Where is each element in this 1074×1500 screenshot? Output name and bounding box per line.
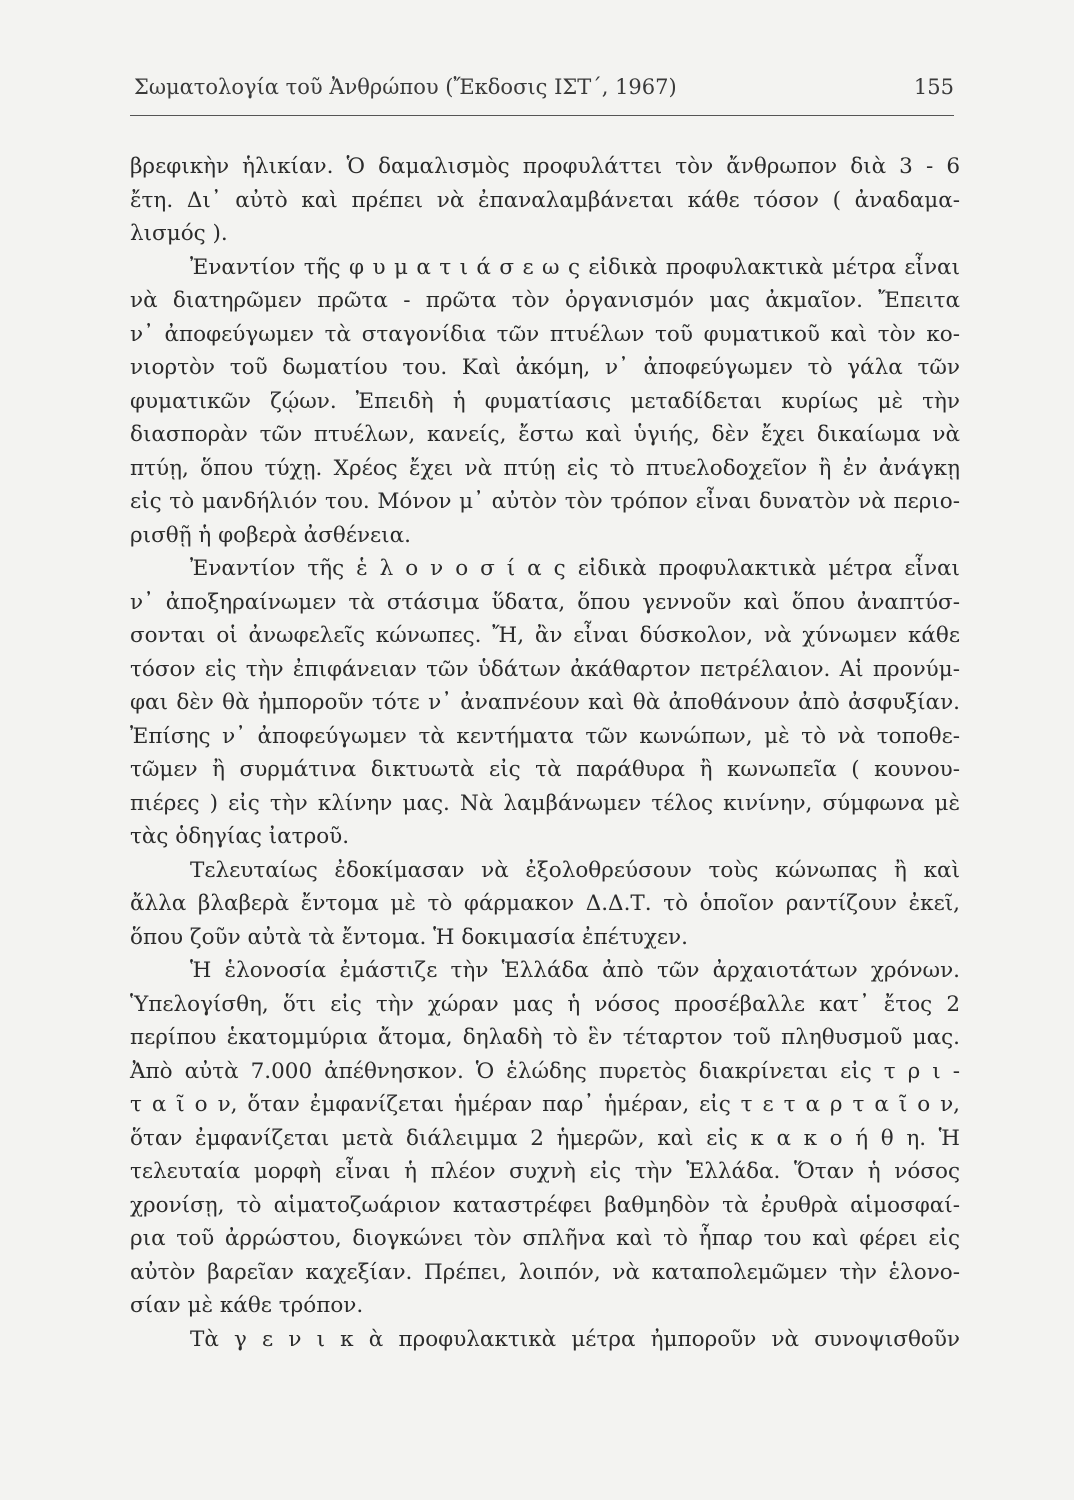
text-line: εἰς τὸ μανδήλιόν του. Μόνον μ᾽ αὐτὸν τὸν τρόπον εἶναι δυνατὸν νὰ περιο- [130, 489, 960, 514]
text-line: φαι δὲν θὰ ἠμποροῦν τότε ν᾽ ἀναπνέουν καὶ θὰ ἀποθάνουν ἀπὸ ἀσφυξίαν. [130, 690, 960, 715]
text-line: ἔτη. Δι᾽ αὐτὸ καὶ πρέπει νὰ ἐπαναλαμβάνεται κάθε τόσον ( ἀναδαμα- [130, 187, 960, 213]
page-number: 155 [913, 75, 954, 99]
text-line: διασπορὰν τῶν πτυέλων, κανείς, ἔστω καὶ ὑγιής, δὲν ἔχει δικαίωμα νὰ [130, 422, 960, 447]
text-line: Τὰ γ ε ν ι κ ὰ προφυλακτικὰ μέτρα ἠμποροῦν νὰ συνοψισθοῦν [190, 1326, 960, 1352]
text-line: πιέρες ) εἰς τὴν κλίνην μας. Νὰ λαμβάνωμεν τέλος κινίνην, σύμφωνα μὲ [130, 790, 960, 816]
text-line: σίαν μὲ κάθε τρόπον. [130, 1293, 364, 1318]
running-header [130, 72, 954, 106]
text-line: νὰ διατηρῶμεν πρῶτα - πρῶτα τὸν ὀργανισμόν μας ἀκμαῖον. Ἔπειτα [130, 288, 960, 313]
text-line: Ἐναντίον τῆς ἑ λ ο ν ο σ ί α ς εἰδικὰ προφυλακτικὰ μέτρα εἶναι [190, 556, 960, 581]
text-line: πτύῃ, ὅπου τύχῃ. Χρέος ἔχει νὰ πτύῃ εἰς τὸ πτυελοδοχεῖον ἢ ἐν ἀνάγκῃ [130, 455, 960, 481]
text-line: ν᾽ ἀποξηραίνωμεν τὰ στάσιμα ὕδατα, ὅπου γεννοῦν καὶ ὅπου ἀναπτύσ- [130, 589, 960, 615]
body-text [130, 150, 960, 1356]
text-line: τόσον εἰς τὴν ἐπιφάνειαν τῶν ὑδάτων ἀκάθαρτον πετρέλαιον. Αἱ προνύμ- [130, 656, 960, 682]
running-title: Σωματολογία τοῦ Ἀνθρώπου (Ἔκδοσις ΙΣΤ΄, 1967) [134, 75, 677, 99]
text-line: χρονίσῃ, τὸ αἱματοζωάριον καταστρέφει βαθμηδὸν τὰ ἐρυθρὰ αἱμοσφαί- [130, 1192, 960, 1218]
text-line: ν᾽ ἀποφεύγωμεν τὰ σταγονίδια τῶν πτυέλων τοῦ φυματικοῦ καὶ τὸν κο- [130, 321, 960, 347]
text-line: Ἀπὸ αὐτὰ 7.000 ἀπέθνησκον. Ὁ ἑλώδης πυρετὸς διακρίνεται εἰς τ ρ ι - [130, 1058, 960, 1084]
header-rule [130, 115, 954, 116]
text-line: τῶμεν ἢ συρμάτινα δικτυωτὰ εἰς τὰ παράθυρα ἢ κωνωπεῖα ( κουνου- [130, 757, 960, 782]
text-line: ὅπου ζοῦν αὐτὰ τὰ ἔντομα. Ἡ δοκιμασία ἐπέτυχεν. [130, 924, 688, 950]
text-line: ρισθῇ ἡ φοβερὰ ἀσθένεια. [130, 522, 411, 548]
text-line: Τελευταίως ἐδοκίμασαν νὰ ἐξολοθρεύσουν τοὺς κώνωπας ἢ καὶ [190, 857, 960, 883]
text-line: βρεφικὴν ἡλικίαν. Ὁ δαμαλισμὸς προφυλάττει τὸν ἄνθρωπον διὰ 3 - 6 [130, 154, 960, 179]
text-line: τελευταία μορφὴ εἶναι ἡ πλέον συχνὴ εἰς τὴν Ἑλλάδα. Ὅταν ἡ νόσος [130, 1159, 960, 1184]
text-line: τ α ῖ ο ν, ὅταν ἐμφανίζεται ἡμέραν παρ᾽ ἡμέραν, εἰς τ ε τ α ρ τ α ῖ ο ν, [130, 1092, 960, 1117]
text-line: ἄλλα βλαβερὰ ἔντομα μὲ τὸ φάρμακον Δ.Δ.Τ. τὸ ὁποῖον ραντίζουν ἐκεῖ, [130, 891, 960, 916]
text-line: τὰς ὁδηγίας ἰατροῦ. [130, 824, 350, 849]
text-line: σονται οἱ ἀνωφελεῖς κώνωπες. Ἤ, ἂν εἶναι δύσκολον, νὰ χύνωμεν κάθε [130, 623, 960, 648]
text-line: φυματικῶν ζῴων. Ἐπειδὴ ἡ φυματίασις μεταδίδεται κυρίως μὲ τὴν [130, 388, 960, 414]
text-line: ρια τοῦ ἀρρώστου, διογκώνει τὸν σπλῆνα καὶ τὸ ἧπαρ του καὶ φέρει εἰς [130, 1226, 960, 1251]
text-line: αὐτὸν βαρεῖαν καχεξίαν. Πρέπει, λοιπόν, νὰ καταπολεμῶμεν τὴν ἑλονο- [130, 1259, 960, 1285]
text-line: Ἐναντίον τῆς φ υ μ α τ ι ά σ ε ω ς εἰδικὰ προφυλακτικὰ μέτρα εἶναι [190, 254, 960, 280]
text-line: Ἐπίσης ν᾽ ἀποφεύγωμεν τὰ κεντήματα τῶν κωνώπων, μὲ τὸ νὰ τοποθε- [130, 723, 960, 749]
text-line: Ἡ ἑλονοσία ἐμάστιζε τὴν Ἑλλάδα ἀπὸ τῶν ἀρχαιοτάτων χρόνων. [190, 958, 960, 983]
text-line: λισμός ). [130, 221, 228, 246]
text-line: ὅταν ἐμφανίζεται μετὰ διάλειμμα 2 ἡμερῶν, καὶ εἰς κ α κ ο ή θ η. Ἡ [130, 1125, 960, 1151]
text-line: νιορτὸν τοῦ δωματίου του. Καὶ ἀκόμη, ν᾽ ἀποφεύγωμεν τὸ γάλα τῶν [130, 355, 960, 380]
text-line: Ὑπελογίσθη, ὅτι εἰς τὴν χώραν μας ἡ νόσος προσέβαλλε κατ᾽ ἔτος 2 [130, 991, 960, 1017]
text-line: περίπου ἑκατομμύρια ἄτομα, δηλαδὴ τὸ ἓν τέταρτον τοῦ πληθυσμοῦ μας. [130, 1025, 960, 1050]
